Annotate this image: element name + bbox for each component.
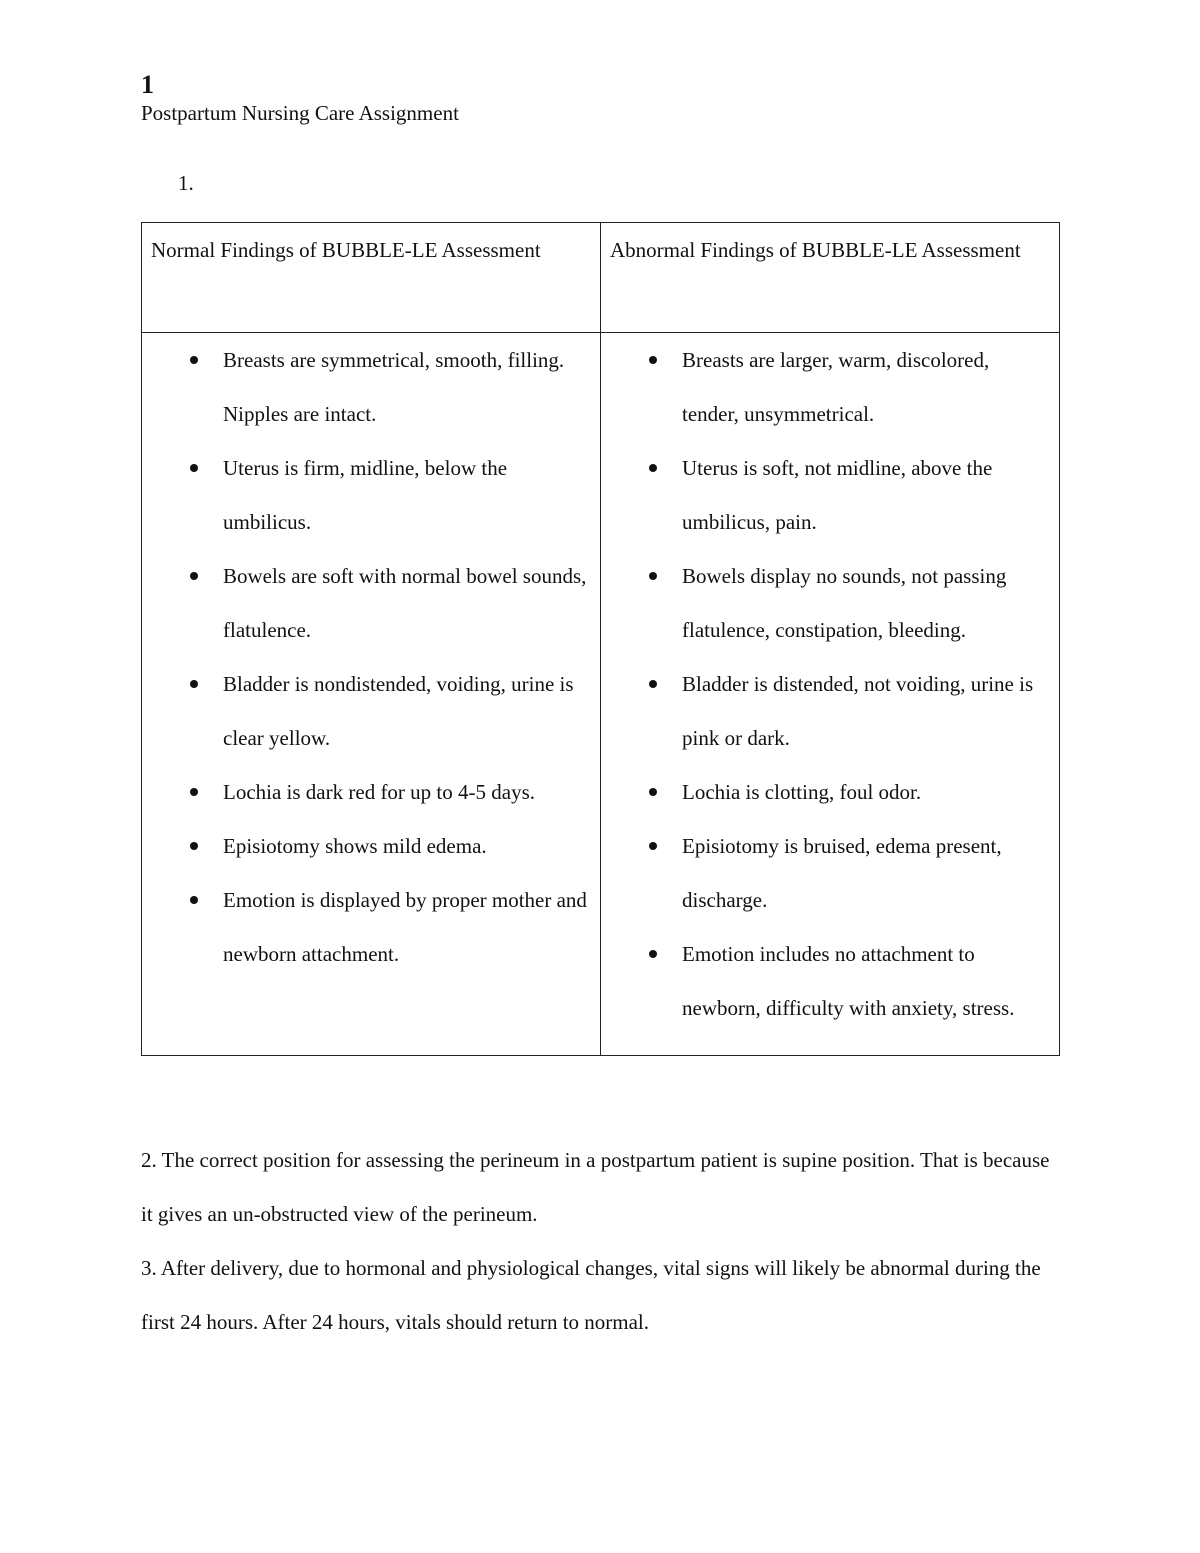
list-item: Bowels are soft with normal bowel sounds, flatulence. (142, 549, 592, 657)
normal-findings-cell (142, 333, 601, 1056)
list-item: Uterus is soft, not midline, above the umbilicus, pain. (601, 441, 1051, 549)
list-item: Breasts are larger, warm, discolored, tender, unsymmetrical. (601, 333, 1051, 441)
table-row (142, 333, 1060, 1056)
question-1-number: 1. (178, 171, 194, 195)
list-item: Bladder is nondistended, voiding, urine is clear yellow. (142, 657, 592, 765)
answer-2-paragraph: 2. The correct position for assessing the perineum in a postpartum patient is supine position. That is because it gives an un-obstructed view of the perineum. (141, 1148, 1050, 1226)
page-number: 1 (141, 70, 154, 99)
list-item: Episiotomy shows mild edema. (142, 819, 592, 873)
list-item: Bladder is distended, not voiding, urine is pink or dark. (601, 657, 1051, 765)
list-item: Emotion includes no attachment to newborn, difficulty with anxiety, stress. (601, 927, 1051, 1035)
normal-findings-header: Normal Findings of BUBBLE-LE Assessment (142, 223, 601, 333)
abnormal-findings-list (601, 333, 1051, 1035)
list-item: Breasts are symmetrical, smooth, filling. Nipples are intact. (142, 333, 592, 441)
list-item: Bowels display no sounds, not passing flatulence, constipation, bleeding. (601, 549, 1051, 657)
abnormal-findings-header: Abnormal Findings of BUBBLE-LE Assessment (601, 223, 1060, 333)
bubble-le-findings-table (141, 222, 1060, 1056)
document-title: Postpartum Nursing Care Assignment (141, 101, 459, 125)
abnormal-findings-cell (601, 333, 1060, 1056)
list-item: Lochia is dark red for up to 4-5 days. (142, 765, 592, 819)
list-item: Lochia is clotting, foul odor. (601, 765, 1051, 819)
answer-3-paragraph: 3. After delivery, due to hormonal and physiological changes, vital signs will likely be abnormal during the first 24 hours. After 24 hours, vitals should return to normal. (141, 1256, 1041, 1334)
list-item: Uterus is firm, midline, below the umbilicus. (142, 441, 592, 549)
normal-findings-list (142, 333, 592, 981)
table-header-row (142, 223, 1060, 333)
list-item: Episiotomy is bruised, edema present, discharge. (601, 819, 1051, 927)
list-item: Emotion is displayed by proper mother and newborn attachment. (142, 873, 592, 981)
